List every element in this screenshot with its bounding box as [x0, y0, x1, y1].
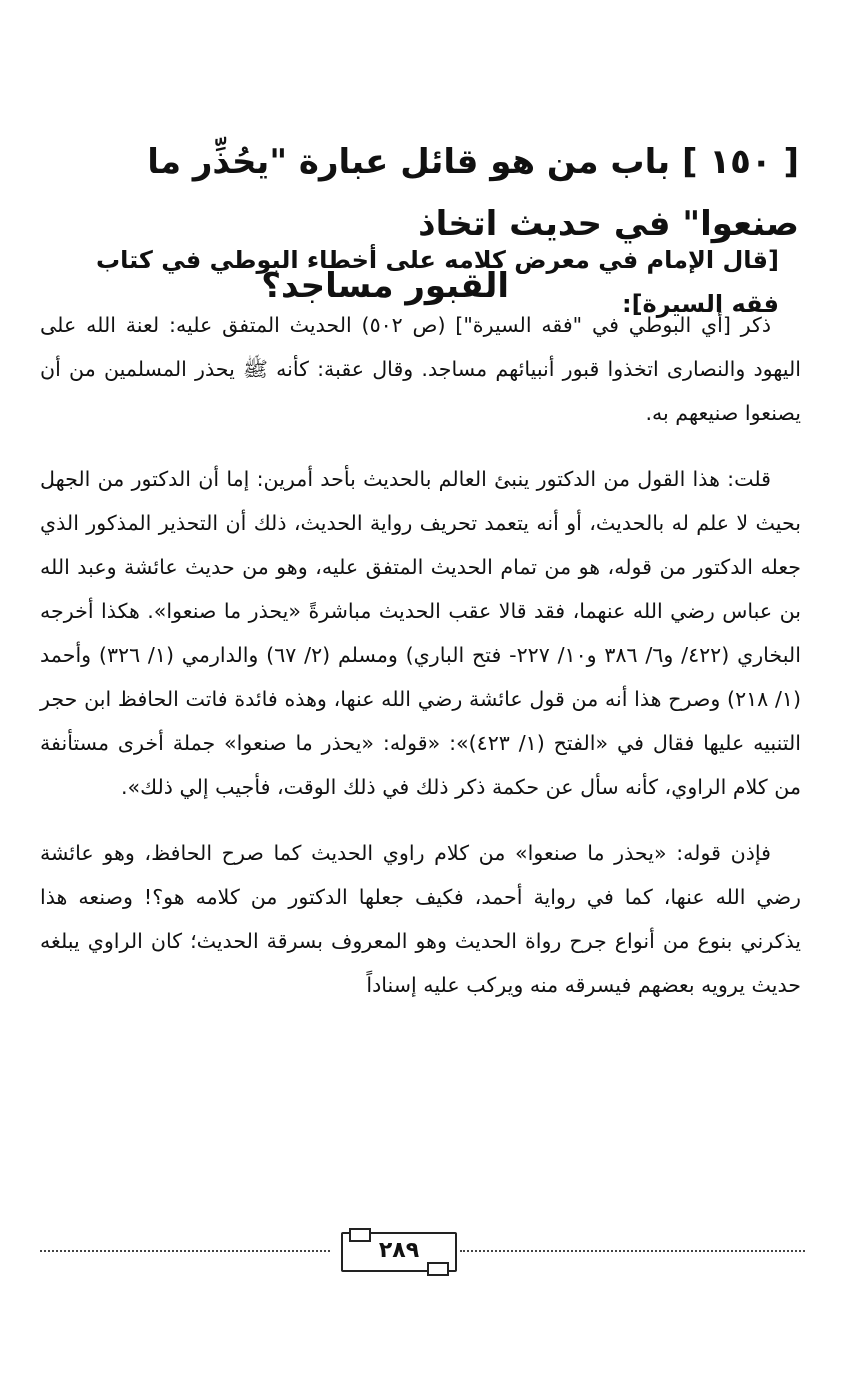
page-number: ٢٨٩ — [378, 1238, 420, 1263]
section-subheading: [قال الإمام في معرض كلامه على أخطاء البوطي في كتاب فقه السيرة]: — [96, 246, 779, 318]
body-text — [40, 303, 801, 1029]
paragraph-3: فإذن قوله: «يحذر ما صنعوا» من كلام راوي الحديث كما صرح الحافظ، وهو عائشة رضي الله عنها، كما في رواية أحمد، فكيف جعلها الدكتور من كلامه هو؟! وصنعه هذا يذكرني بنوع من أنواع جرح رواة الحديث وهو المعروف بسرقة الحديث؛ كان الراوي يبلغه حديث يرويه بعضهم فيسرقه منه ويركب عليه إسناداً — [40, 841, 801, 997]
page-number-frame — [341, 1232, 457, 1272]
footer-divider-right — [460, 1250, 805, 1252]
paragraph-1: ذكر [أي البوطي في "فقه السيرة"] (ص ٥٠٢) الحديث المتفق عليه: لعنة الله على اليهود والنصارى اتخذوا قبور أنبيائهم مساجد. وقال عقبة: كأنه ﷺ يحذر المسلمين من أن يصنعوا صنيعهم به. — [40, 313, 801, 425]
chapter-title-line-1: [ ١٥٠ ] باب من هو قائل عبارة "يحُذِّر ما صنعوا" في حديث اتخاذ — [147, 141, 799, 244]
chapter-title-line-2: القبور مساجد؟ — [261, 265, 509, 306]
paragraph-2: قلت: هذا القول من الدكتور ينبئ العالم بالحديث بأحد أمرين: إما أن الدكتور من الجهل بحيث لا علم له بالحديث، أو أنه يتعمد تحريف رواية الحديث، ذلك أن التحذير المذكور الذي جعله الدكتور من قوله، هو من تمام الحديث المتفق عليه، وهو من حديث عائشة وعبد الله بن عباس رضي الله عنهما، فقد قالا عقب الحديث مباشرةً «يحذر ما صنعوا». هكذا أخرجه البخاري (٤٢٢/ و٦/ ٣٨٦ و١٠/ ٢٢٧- فتح الباري) ومسلم (٢/ ٦٧) والدارمي (١/ ٣٢٦) وأحمد (١/ ٢١٨) وصرح هذا أنه من قول عائشة رضي الله عنها، وهذه فائدة فاتت الحافظ ابن حجر التنبيه عليها فقال في «الفتح (١/ ٤٢٣)»: «قوله: «يحذر ما صنعوا» جملة أخرى مستأنفة من كلام الراوي، كأنه سأل عن حكمة ذكر ذلك في ذلك الوقت، فأجيب إلي ذلك». — [40, 467, 801, 799]
footer-divider-left — [40, 1250, 330, 1252]
